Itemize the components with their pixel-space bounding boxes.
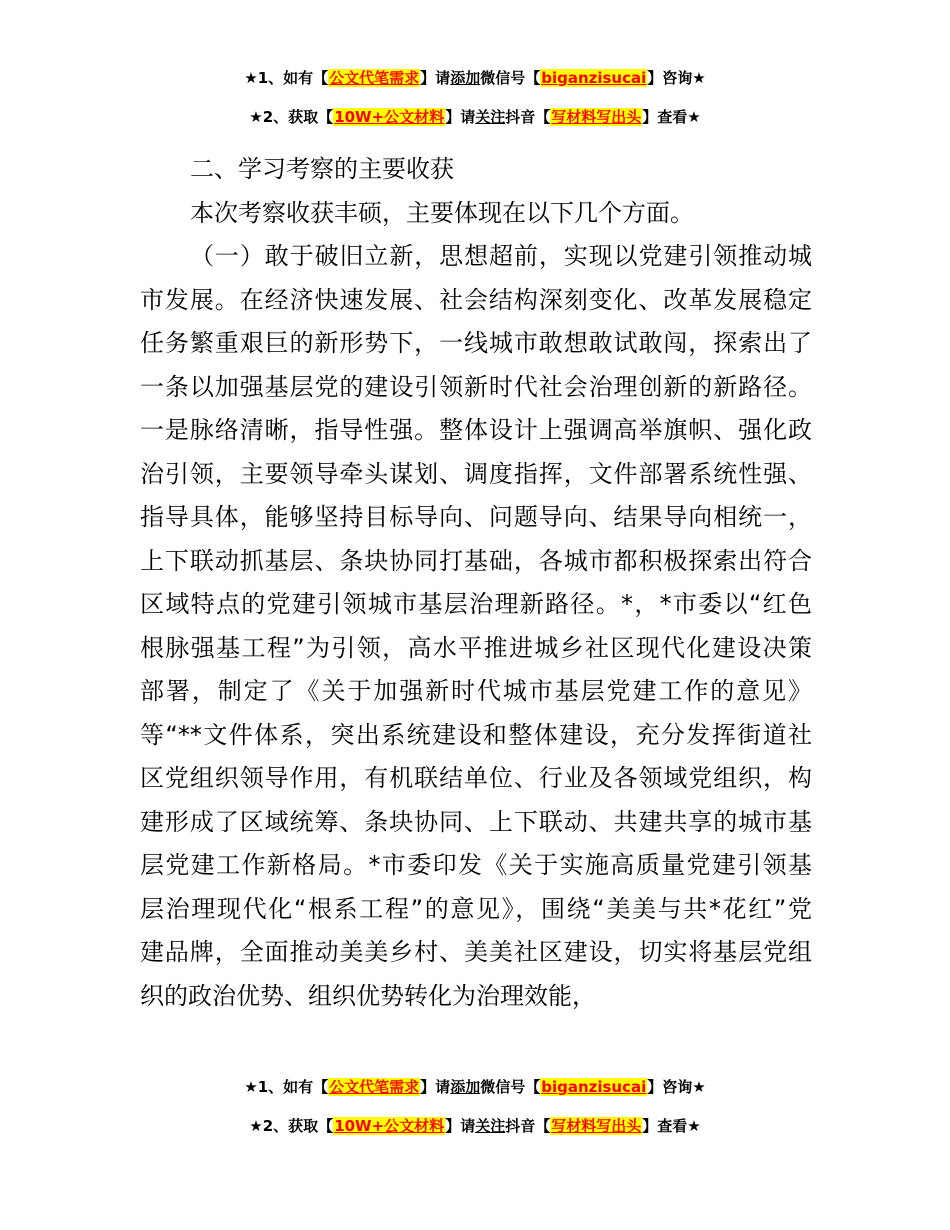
banner-highlight: 10W+公文材料 [334,108,445,126]
document-body [140,148,812,1018]
banner-text: ★1、如有【 [244,1078,329,1096]
banner-highlight: biganzisucai [541,69,647,87]
banner-highlight: 写材料写出头 [551,1117,642,1135]
paragraph-line: 市发展。在经济快速发展、社会结构深刻变化、改革发展稳定 [140,285,812,314]
banner-underline: 添加 [450,69,481,87]
banner-text: 】请 [445,108,476,126]
paragraph-line: （一）敢于破旧立新，思想超前，实现以党建引领推动城 [190,242,812,270]
banner-underline: 关注 [475,1117,506,1135]
banner-text: 】查看★ [642,108,701,126]
banner-text: 】请 [445,1117,476,1135]
banner-highlight: 公文代笔需求 [329,69,420,87]
paragraph-line: 区党组织领导作用，有机联结单位、行业及各领域党组织，构 [140,764,812,792]
banner-text: ★2、获取【 [249,1117,334,1135]
banner-text: ★1、如有【 [244,69,329,87]
paragraph-line: 上下联动抓基层、条块协同打基础，各城市都积极探索出符合 [140,546,812,575]
header-banner-line-1 [0,66,950,90]
banner-text: 】咨询★ [647,1078,706,1096]
banner-text: ★2、获取【 [249,108,334,126]
header-banner-line-2 [0,105,950,129]
banner-text: 】查看★ [642,1117,701,1135]
paragraph-line: 层治理现代化“根系工程”的意见》，围绕“美美与共*花红”党 [140,894,812,923]
paragraph-line: 建形成了区域统筹、条块协同、上下联动、共建共享的城市基 [140,807,812,836]
intro-paragraph: 本次考察收获丰硕，主要体现在以下几个方面。 [190,198,694,227]
banner-text: 】请 [420,69,451,87]
footer-banner-line-1 [0,1075,950,1099]
banner-text: 】咨询★ [647,69,706,87]
section-heading: 二、学习考察的主要收获 [190,155,454,183]
banner-text: 微信号【 [480,1078,541,1096]
paragraph-line: 部署，制定了《关于加强新时代城市基层党建工作的意见》 [140,677,812,705]
paragraph-line: 治引领，主要领导牵头谋划、调度指挥，文件部署系统性强、 [140,459,812,488]
paragraph-line: 根脉强基工程”为引领，高水平推进城乡社区现代化建设决策 [140,633,812,662]
paragraph-line: 一是脉络清晰，指导性强。整体设计上强调高举旗帜、强化政 [140,416,812,444]
banner-text: 抖音【 [505,108,551,126]
banner-text: 抖音【 [505,1117,551,1135]
paragraph-line: 织的政治优势、组织优势转化为治理效能， [140,981,596,1010]
banner-text: 微信号【 [480,69,541,87]
paragraph-line: 指导具体，能够坚持目标导向、问题导向、结果导向相统一， [140,503,812,531]
paragraph-line: 任务繁重艰巨的新形势下，一线城市敢想敢试敢闯，探索出了 [140,329,812,357]
paragraph-line: 等“**文件体系，突出系统建设和整体建设，充分发挥街道社 [140,720,812,749]
banner-highlight: 公文代笔需求 [329,1078,420,1096]
banner-underline: 关注 [475,108,506,126]
paragraph-line: 一条以加强基层党的建设引领新时代社会治理创新的新路径。 [140,372,812,401]
banner-highlight: 10W+公文材料 [334,1117,445,1135]
main-paragraph [140,235,812,1018]
banner-highlight: 写材料写出头 [551,108,642,126]
banner-text: 】请 [420,1078,451,1096]
footer-banner-line-2 [0,1114,950,1138]
paragraph-line: 层党建工作新格局。*市委印发《关于实施高质量党建引领基 [140,851,812,879]
paragraph-line: 建品牌，全面推动美美乡村、美美社区建设，切实将基层党组 [140,938,812,966]
banner-highlight: biganzisucai [541,1078,647,1096]
paragraph-line: 区域特点的党建引领城市基层治理新路径。*，*市委以“红色 [140,590,812,618]
banner-underline: 添加 [450,1078,481,1096]
